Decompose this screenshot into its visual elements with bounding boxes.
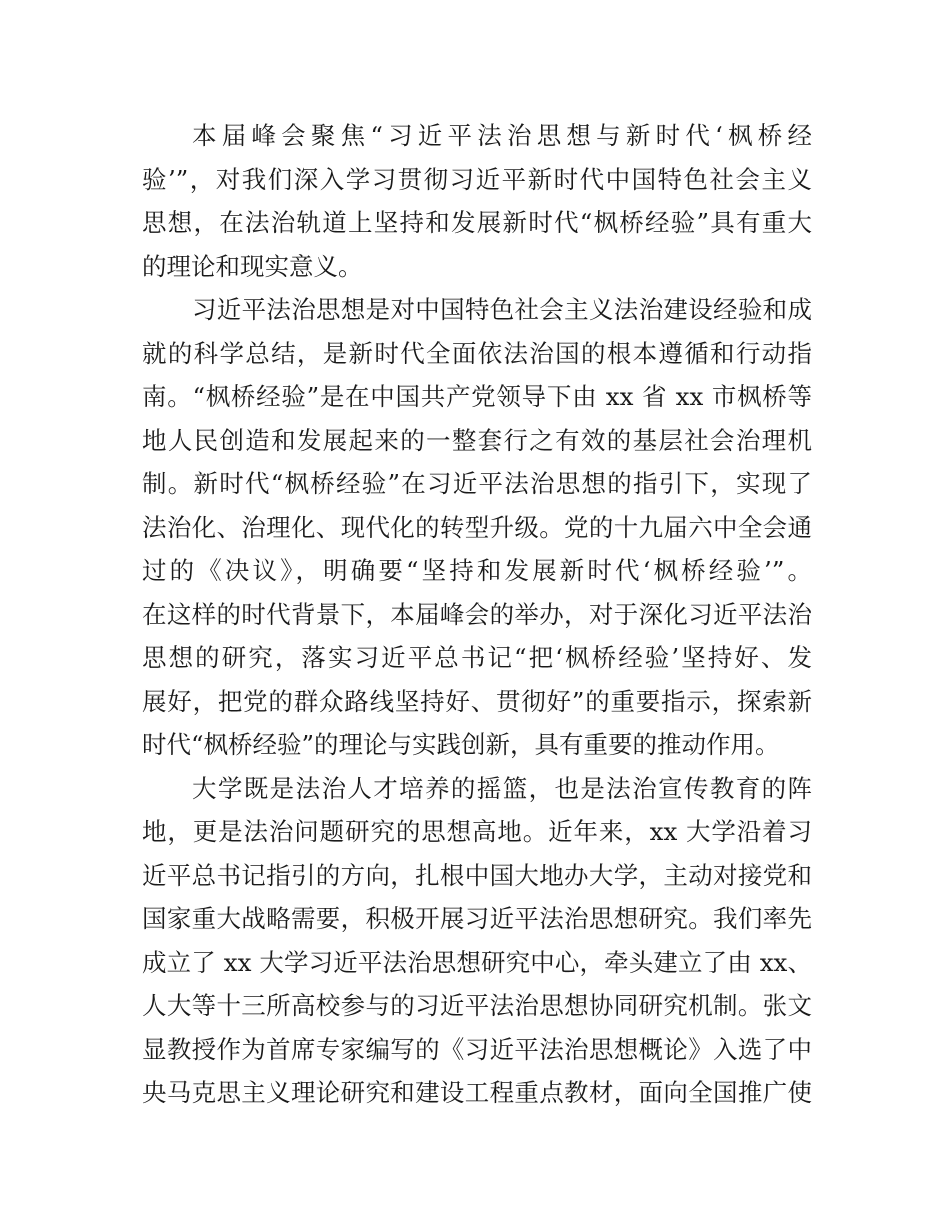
paragraph-line: 在这样的时代背景下，本届峰会的举办，对于深化习近平法治: [142, 599, 812, 629]
paragraph-line: 南。“枫桥经验”是在中国共产党领导下由 xx 省 xx 市枫桥等: [142, 382, 812, 411]
document-body: [142, 114, 812, 1115]
paragraph-line: 思想，在法治轨道上坚持和发展新时代“枫桥经验”具有重大: [142, 208, 812, 237]
paragraph-line: 地，更是法治问题研究的思想高地。近年来，xx 大学沿着习: [142, 817, 812, 846]
paragraph-line: 验’”，对我们深入学习贯彻习近平新时代中国特色社会主义: [142, 164, 812, 194]
paragraph-line: 大学既是法治人才培养的摇篮，也是法治宣传教育的阵: [192, 773, 812, 803]
paragraph-line: 人大等十三所高校参与的习近平法治思想协同研究机制。张文: [142, 991, 812, 1020]
paragraph-line: 显教授作为首席专家编写的《习近平法治思想概论》入选了中: [142, 1034, 812, 1064]
paragraph-line: 思想的研究，落实习近平总书记“把‘枫桥经验’坚持好、发: [142, 643, 812, 672]
paragraph-2: [142, 288, 812, 767]
paragraph-3: [142, 767, 812, 1115]
paragraph-line: 的理论和现实意义。: [142, 251, 363, 281]
paragraph-line: 习近平法治思想是对中国特色社会主义法治建设经验和成: [192, 295, 812, 324]
paragraph-line: 本届峰会聚焦“习近平法治思想与新时代‘枫桥经: [192, 121, 812, 150]
paragraph-line: 国家重大战略需要，积极开展习近平法治思想研究。我们率先: [142, 904, 812, 933]
paragraph-line: 时代“枫桥经验”的理论与实践创新，具有重要的推动作用。: [142, 730, 780, 759]
paragraph-line: 地人民创造和发展起来的一整套行之有效的基层社会治理机: [142, 425, 812, 455]
paragraph-line: 近平总书记指引的方向，扎根中国大地办大学，主动对接党和: [142, 860, 812, 890]
paragraph-line: 央马克思主义理论研究和建设工程重点教材，面向全国推广使: [142, 1078, 812, 1107]
paragraph-1: [142, 114, 812, 288]
paragraph-line: 法治化、治理化、现代化的转型升级。党的十九届六中全会通: [142, 512, 812, 542]
paragraph-line: 成立了 xx 大学习近平法治思想研究中心，牵头建立了由 xx、: [142, 947, 812, 977]
paragraph-line: 过的《决议》，明确要“坚持和发展新时代‘枫桥经验’”。: [142, 556, 812, 585]
paragraph-line: 就的科学总结，是新时代全面依法治国的根本遵循和行动指: [142, 338, 812, 368]
paragraph-line: 展好，把党的群众路线坚持好、贯彻好”的重要指示，探索新: [142, 686, 812, 716]
paragraph-line: 制。新时代“枫桥经验”在习近平法治思想的指引下，实现了: [142, 469, 812, 498]
